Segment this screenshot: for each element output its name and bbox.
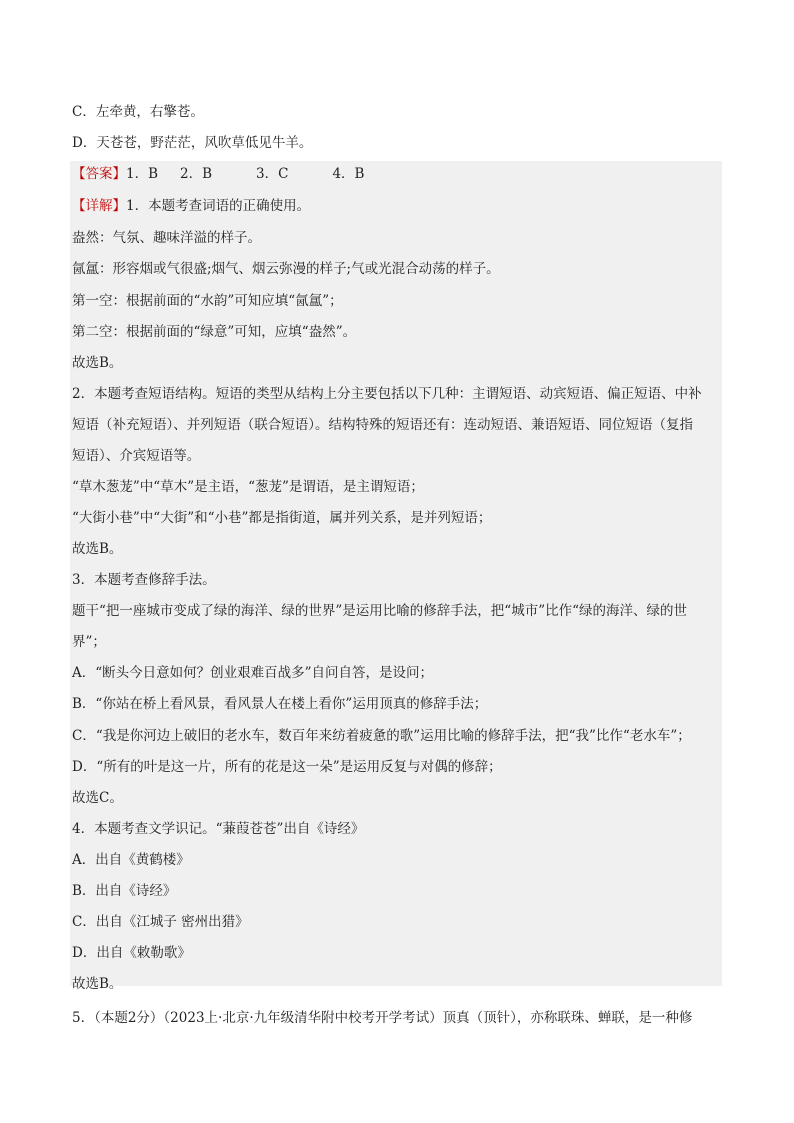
q3-intro: 3．本题考查修辞手法。 xyxy=(72,572,216,588)
q1-line-4: 第二空：根据前面的“绿意”可知，应填“盎然”。 xyxy=(72,324,357,340)
explanation-label: 【详解】 xyxy=(72,198,126,214)
q1-line-2: 氤氲：形容烟或气很盛;烟气、烟云弥漫的样子;气或光混合动荡的样子。 xyxy=(72,261,500,277)
explanation-q1-intro xyxy=(72,196,722,216)
answer-item-1: 1．B xyxy=(126,166,159,182)
q4-option-d: D．出自《敕勒歌》 xyxy=(72,945,191,961)
q3-line-1: 题干“把一座城市变成了绿的海洋、绿的世界”是运用比喻的修辞手法，把“城市”比作“绿的海洋、绿的世 xyxy=(72,603,688,619)
q2-line-5: “大街小巷”中“大街”和“小巷”都是指街道，属并列关系，是并列短语； xyxy=(72,510,492,526)
q2-line-3: 短语）、介宾短语等。 xyxy=(72,448,201,464)
q3-line-2: 界”； xyxy=(72,634,106,650)
answer-item-3: 3．C xyxy=(256,166,289,182)
q4-option-c: C．出自《江城子 密州出猎》 xyxy=(72,914,249,930)
answer-item-4: 4．B xyxy=(332,166,365,182)
next-question: 5．（本题2分）（2023上·北京·九年级清华附中校考开学考试）顶真（顶针），亦称联珠、蝉联，是一种修 xyxy=(72,1010,693,1026)
q1-line-3: 第一空：根据前面的“水韵”可知应填“氤氲”； xyxy=(72,293,343,309)
q1-intro-text: 1．本题考查词语的正确使用。 xyxy=(126,198,311,214)
q3-option-d: D．“所有的叶是这一片，所有的花是这一朵”是运用反复与对偶的修辞； xyxy=(72,759,502,775)
q4-conclusion: 故选B。 xyxy=(72,976,123,992)
q1-conclusion: 故选B。 xyxy=(72,355,123,371)
q3-option-a: A．“断头今日意如何？创业艰难百战多”自问自答，是设问； xyxy=(72,665,434,681)
q3-conclusion: 故选C。 xyxy=(72,790,123,806)
option-d: D．天苍苍，野茫茫，风吹草低见牛羊。 xyxy=(72,135,313,151)
q4-option-b: B．出自《诗经》 xyxy=(72,883,177,899)
answer-item-2: 2．B xyxy=(180,166,213,182)
q2-conclusion: 故选B。 xyxy=(72,541,123,557)
q2-line-1: 2．本题考查短语结构。短语的类型从结构上分主要包括以下几种：主谓短语、动宾短语、偏正短语、中补 xyxy=(72,386,702,402)
q2-line-4: “草木葱茏”中“草木”是主语，“葱茏”是谓语，是主谓短语； xyxy=(72,479,424,495)
answer-label: 【答案】 xyxy=(72,166,126,182)
q2-line-2: 短语（补充短语）、并列短语（联合短语）。结构特殊的短语还有：连动短语、兼语短语、同位短语（复指 xyxy=(72,417,693,433)
q3-option-b: B．“你站在桥上看风景，看风景人在楼上看你”运用顶真的修辞手法； xyxy=(72,696,488,712)
q4-intro: 4．本题考查文学识记。“蒹葭苍苍”出自《诗经》 xyxy=(72,821,365,837)
answer-line xyxy=(72,164,722,184)
q1-line-1: 盎然：气氛、趣味洋溢的样子。 xyxy=(72,230,261,246)
q4-option-a: A．出自《黄鹤楼》 xyxy=(72,852,190,868)
q3-option-c: C．“我是你河边上破旧的老水车，数百年来纺着疲惫的歌”运用比喻的修辞手法，把“我”比作“老水车”； xyxy=(72,728,691,744)
option-c: C．左牵黄，右擎苍。 xyxy=(72,104,204,120)
